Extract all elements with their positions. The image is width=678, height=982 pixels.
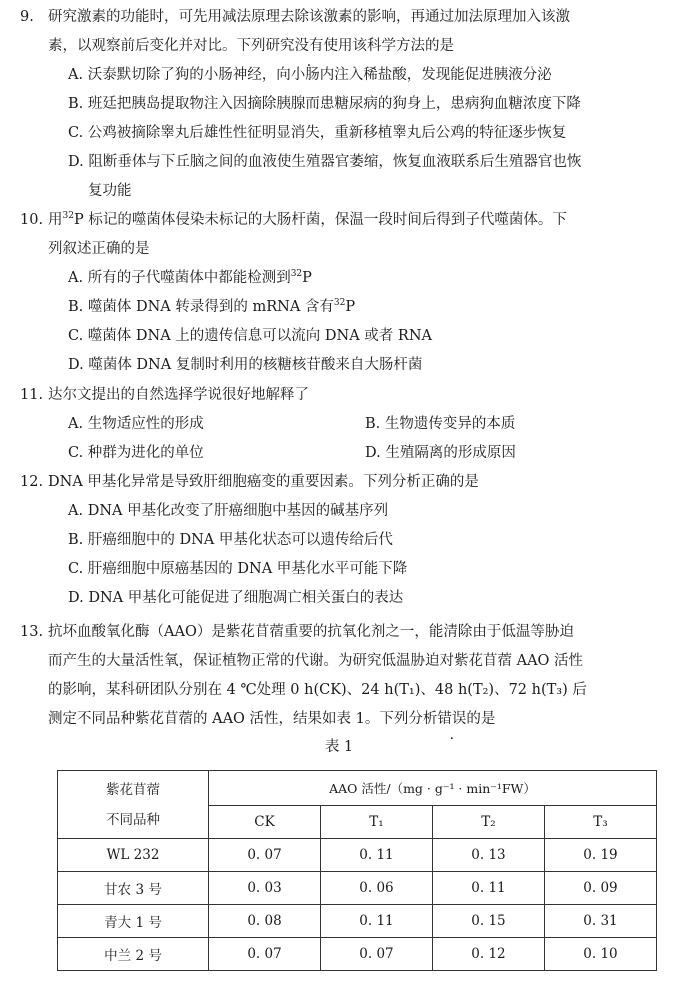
table-row (58, 839, 657, 872)
question-9 (20, 3, 662, 206)
emphasis-text: 错误 (437, 711, 467, 727)
table-cell: 0. 08 (209, 905, 321, 938)
table-cell: 0. 03 (209, 872, 321, 905)
table-cell: 0. 07 (209, 839, 321, 872)
question-stem: 研究激素的功能时，可先用减法原理去除该激素的影响，再通过加法原理加入该激 (48, 9, 570, 25)
question-stem: 抗坏血酸氧化酶（AAO）是紫花苜蓿重要的抗氧化剂之一，能清除由于低温等胁迫 (48, 624, 574, 640)
question-number: 11. (20, 387, 44, 403)
question-stem: DNA 甲基化异常是导致肝细胞癌变的重要因素。下列分析正确的是 (48, 474, 479, 490)
option-c: C. 公鸡被摘除睾丸后雄性性征明显消失，重新移植睾丸后公鸡的特征逐步恢复 (68, 125, 567, 141)
table-cell: 0. 12 (432, 938, 544, 971)
emphasis-text: 没有 (294, 38, 324, 54)
table-cell: 0. 13 (432, 839, 544, 872)
variety-name: 甘农 3 号 (58, 872, 209, 905)
question-10 (20, 206, 662, 380)
table-row (58, 905, 657, 938)
question-number: 10. (20, 212, 44, 228)
question-13 (20, 618, 662, 734)
question-stem: 列叙述正确的是 (48, 241, 150, 257)
column-header: T₂ (432, 806, 544, 839)
table-row (58, 938, 657, 971)
table-caption: 表 1 (324, 739, 354, 755)
option-b: B. 生物遗传变异的本质 (365, 416, 516, 432)
question-stem: 用 (48, 212, 63, 228)
question-stem: 使用该科学方法的是 (323, 38, 454, 54)
question-number: 12. (20, 474, 44, 490)
table-cell: 0. 09 (544, 872, 656, 905)
table-cell: 0. 07 (320, 938, 432, 971)
option-a: A. 所有的子代噬菌体中都能检测到$^{32}$P (68, 269, 312, 286)
option-a: A. DNA 甲基化改变了肝癌细胞中基因的碱基序列 (68, 503, 389, 519)
superscript: 32 (62, 211, 74, 222)
question-number: 13. (20, 624, 44, 640)
question-stem: 测定不同品种紫花苜蓿的 AAO 活性，结果如表 1。下列分析 (48, 711, 438, 727)
option-b: B. 肝癌细胞中的 DNA 甲基化状态可以遗传给后代 (68, 532, 393, 548)
table-cell: 0. 06 (320, 872, 432, 905)
question-stem: 的是 (466, 711, 496, 727)
column-header: CK (209, 806, 321, 839)
table-cell: 0. 11 (320, 839, 432, 872)
option-c: C. 肝癌细胞中原癌基因的 DNA 甲基化水平可能下降 (68, 561, 408, 577)
aao-activity-table (57, 770, 657, 971)
variety-name: 青大 1 号 (58, 905, 209, 938)
group-header-cell: AAO 活性/（mg · g⁻¹ · min⁻¹FW） (209, 771, 657, 806)
table-cell: 0. 19 (544, 839, 656, 872)
table-cell: 0. 31 (544, 905, 656, 938)
option-d: D. 生殖隔离的形成原因 (365, 445, 516, 461)
table-cell: 0. 10 (544, 938, 656, 971)
variety-name: 中兰 2 号 (58, 938, 209, 971)
table-row (58, 872, 657, 905)
column-header: T₁ (320, 806, 432, 839)
question-stem: P 标记的噬菌体侵染未标记的大肠杆菌，保温一段时间后得到子代噬菌体。下 (73, 212, 567, 228)
question-stem: 达尔文提出的自然选择学说很好地解释了 (48, 387, 309, 403)
variety-name: WL 232 (58, 839, 209, 872)
question-stem: 素，以观察前后变化并对比。下列研究 (48, 38, 295, 54)
option-b: B. 噬菌体 DNA 转录得到的 mRNA 含有$^{32}$P (68, 298, 356, 315)
option-c: C. 种群为进化的单位 (68, 445, 204, 461)
question-12 (20, 468, 662, 613)
question-stem: 的影响，某科研团队分别在 4 ℃处理 0 h(CK)、24 h(T₁)、48 h(T₂)、72 h(T₃) 后 (48, 682, 587, 698)
table-cell: 0. 07 (209, 938, 321, 971)
option-d: D. 阻断垂体与下丘脑之间的血液使生殖器官萎缩，恢复血液联系后生殖器官也恢 (68, 154, 582, 170)
option-d-continued: 复功能 (88, 183, 132, 199)
row-header-cell: 紫花苜蓿 不同品种 (58, 771, 209, 839)
table-cell: 0. 11 (432, 872, 544, 905)
option-a: A. 沃泰默切除了狗的小肠神经，向小肠内注入稀盐酸，发现能促进胰液分泌 (68, 67, 552, 83)
option-d: D. DNA 甲基化可能促进了细胞凋亡相关蛋白的表达 (68, 590, 404, 606)
table-cell: 0. 11 (320, 905, 432, 938)
option-c: C. 噬菌体 DNA 上的遗传信息可以流向 DNA 或者 RNA (68, 328, 432, 344)
column-header: T₃ (544, 806, 656, 839)
question-stem: 而产生的大量活性氧，保证植物正常的代谢。为研究低温胁迫对紫花苜蓿 AAO 活性 (48, 653, 584, 669)
question-number: 9. (20, 9, 34, 25)
table-cell: 0. 15 (432, 905, 544, 938)
option-b: B. 班廷把胰岛提取物注入因摘除胰腺而患糖尿病的狗身上，患病狗血糖浓度下降 (68, 96, 581, 112)
option-a: A. 生物适应性的形成 (68, 416, 204, 432)
question-11 (20, 381, 662, 468)
option-d: D. 噬菌体 DNA 复制时利用的核糖核苷酸来自大肠杆菌 (68, 357, 423, 373)
table-header-row (58, 771, 657, 806)
